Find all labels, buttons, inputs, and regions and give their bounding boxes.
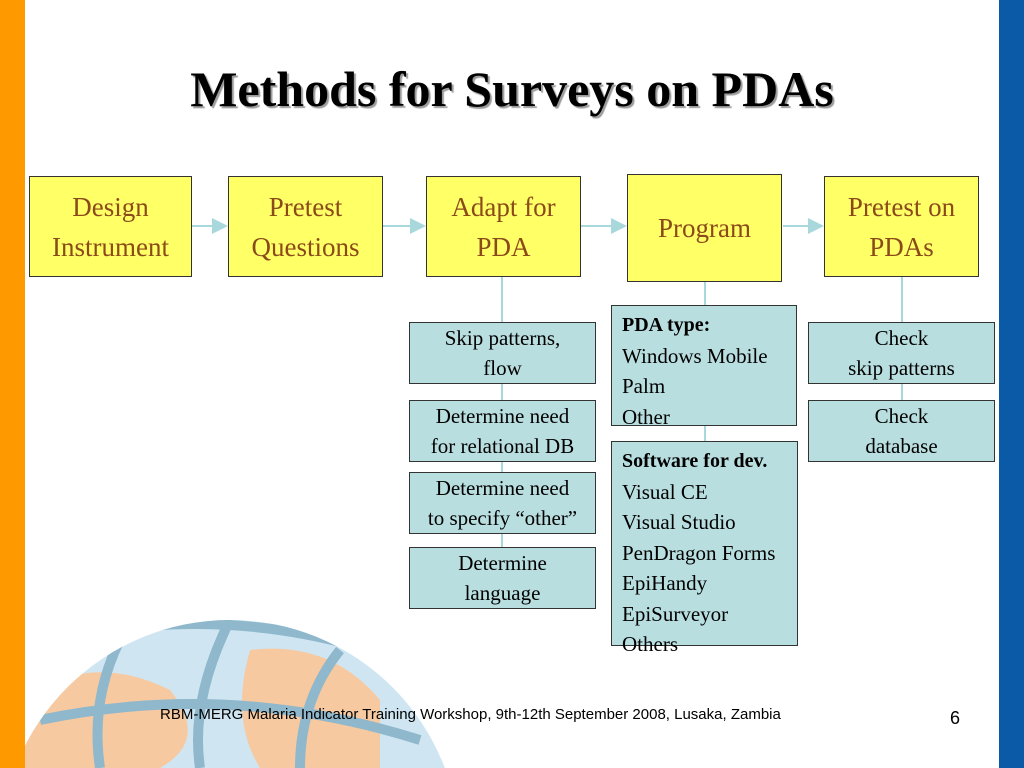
pda-type-list — [611, 305, 797, 429]
task-specify-other: Determine need to specify “other” — [409, 472, 596, 534]
page-number: 6 — [950, 708, 961, 728]
software-list — [611, 441, 798, 656]
list-item: Visual CE — [622, 479, 708, 504]
list-item: Other — [622, 404, 670, 429]
software-heading: Software for dev. — [622, 450, 768, 472]
slide-title: Methods for Surveys on PDAs — [190, 61, 834, 117]
step-design-instrument: Design Instrument — [29, 176, 192, 277]
list-item: PenDragon Forms — [622, 540, 776, 565]
check-skip-patterns: Check skip patterns — [808, 322, 995, 384]
task-relational-db: Determine need for relational DB — [409, 400, 596, 462]
list-item: EpiHandy — [622, 571, 708, 595]
list-item: Windows Mobile — [622, 343, 768, 368]
pda-type-heading: PDA type: — [622, 314, 711, 336]
list-item: Visual Studio — [622, 510, 736, 534]
step-program: Program — [627, 174, 782, 282]
task-skip-patterns: Skip patterns, flow — [409, 322, 596, 384]
list-item: Palm — [622, 374, 666, 398]
footer-text: RBM-MERG Malaria Indicator Training Workshop, 9th-12th September 2008, Lusaka, Zambia — [160, 706, 781, 723]
step-pretest-questions: Pretest Questions — [228, 176, 383, 277]
step-adapt-for-pda: Adapt for PDA — [426, 176, 581, 277]
task-determine-language: Determine language — [409, 547, 596, 609]
step-pretest-on-pdas: Pretest on PDAs — [824, 176, 979, 277]
list-item: EpiSurveyor — [622, 601, 729, 626]
check-database: Check database — [808, 400, 995, 462]
list-item: Others — [622, 632, 678, 656]
